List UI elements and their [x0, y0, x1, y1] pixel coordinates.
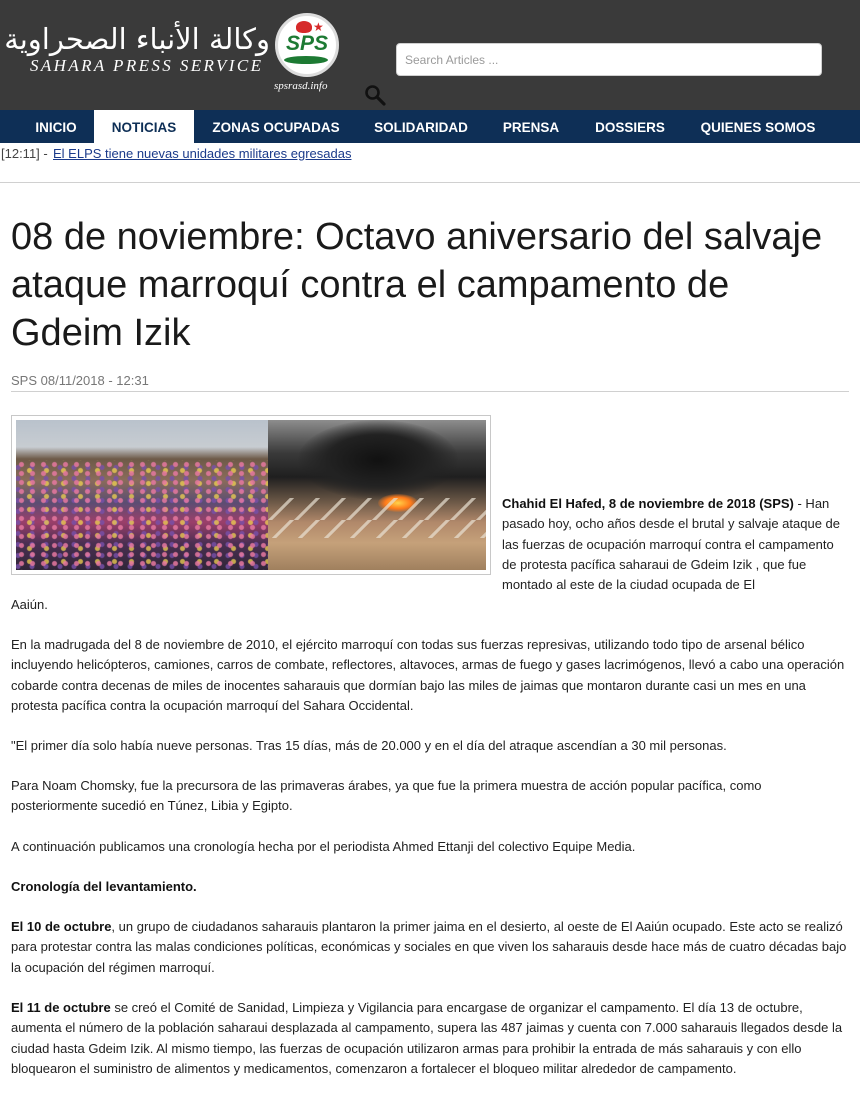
news-ticker	[0, 145, 860, 183]
nav-item-noticias[interactable]: NOTICIAS	[94, 110, 194, 143]
lead-dateline: Chahid El Hafed, 8 de noviembre de 2018 (SPS)	[502, 496, 794, 511]
paragraph-oct-11	[11, 998, 849, 1079]
chronology-heading: Cronología del levantamiento.	[11, 879, 197, 894]
smoke-shape	[298, 420, 458, 500]
logo-arabic-text[interactable]: وكالة الأنباء الصحراوية	[4, 22, 270, 56]
sps-logo-icon[interactable]	[275, 13, 339, 77]
oct-11-text: se creó el Comité de Sanidad, Limpieza y Vigilancia para encargase de organizar el campamento. El día 13 de octubre, aumenta el número de la población saharaui desplazada al campamento, supera las 487 jaimas y cuenta con 7.000 saharauis llegados desde la ciudad hasta Gdeim Izik. Al mismo tiempo, las fuerzas de ocupación utilizaron armas para prohibir la entrada de más saharauis y con ello bloquearon el suministro de alimentos y medicamentos, comenzaron a fortalecer el bloqueo militar alrededor de campamento.	[11, 1000, 843, 1076]
nav-item-quienes-somos[interactable]: QUIENES SOMOS	[700, 120, 816, 135]
logo-url: spsrasd.info	[274, 80, 328, 92]
logo-english-text[interactable]: SAHARA PRESS SERVICE	[30, 56, 264, 75]
paragraph-1: En la madrugada del 8 de noviembre de 2010, el ejército marroquí con todas sus fuerzas represivas, utilizando todo tipo de arsenal bélico incluyendo helicópteros, camiones, carros de combate, reflectores, altavoces, armas de fuego y gases lacrimógenos, llevó a cabo una operación cobarde contra decenas de miles de inocentes saharauis que dormían bajo las miles de jaimas que montaron durante casi un mes en una protesta pacífica contra la ocupación marroquí del Sahara Occidental.	[11, 637, 845, 713]
main-nav	[0, 110, 860, 143]
ticker-time: [12:11] -	[1, 146, 48, 161]
lead-text: - Han pasado hoy, ocho años desde el brutal y salvaje ataque de las fuerzas de ocupación marroquí contra el campamento de protesta pacífica saharaui de Gdeim Izik , que fue montado al este de la ciudad ocupada de El	[502, 496, 840, 593]
crowd-texture	[16, 460, 268, 570]
byline-divider	[11, 391, 849, 392]
article-byline: SPS 08/11/2018 - 12:31	[11, 373, 149, 388]
photo-crowd	[16, 420, 268, 570]
site-header	[0, 0, 860, 110]
search-input[interactable]	[396, 43, 822, 76]
nav-item-inicio[interactable]: INICIO	[35, 120, 77, 135]
paragraph-3: Para Noam Chomsky, fue la precursora de las primaveras árabes, ya que fue la primera muestra de acción popular pacífica, como posteriormente sucedió en Túnez, Libia y Egipto.	[11, 778, 762, 814]
article-title: 08 de noviembre: Octavo aniversario del salvaje ataque marroquí contra el campamento de Gdeim Izik	[11, 216, 823, 354]
logo-leaf-shape	[284, 56, 328, 64]
logo-badge-text: SPS	[285, 32, 329, 55]
oct-10-text: , un grupo de ciudadanos saharauis plantaron la primer jaima en el desierto, al oeste de El Aaiún ocupado. Este acto se realizó para protestar contra las malas condiciones políticas, económicas y sociales en que viven los saharauis desde hace más de cuatro décadas bajo la ocupación del régimen marroquí.	[11, 919, 847, 975]
nav-item-zonas-ocupadas[interactable]: ZONAS OCUPADAS	[212, 120, 340, 135]
paragraph-oct-10	[11, 917, 849, 978]
tents-texture	[268, 498, 486, 538]
article-photo[interactable]	[11, 415, 491, 575]
paragraph-2: "El primer día solo había nueve personas. Tras 15 días, más de 20.000 y en el día del atraque ascendían a 30 mil personas.	[11, 738, 727, 753]
paragraph-heading	[11, 877, 849, 897]
logo-star-icon: ★	[313, 20, 324, 34]
photo-burning-camp	[268, 420, 486, 570]
date-oct-10: El 10 de octubre	[11, 919, 112, 934]
search-icon[interactable]	[364, 84, 386, 106]
ticker-headline-link[interactable]: El ELPS tiene nuevas unidades militares egresadas	[53, 146, 352, 161]
date-oct-11: El 11 de octubre	[11, 1000, 111, 1015]
paragraph-4: A continuación publicamos una cronología hecha por el periodista Ahmed Ettanji del colectivo Equipe Media.	[11, 839, 636, 854]
nav-item-prensa[interactable]: PRENSA	[502, 120, 560, 135]
lead-continuation: Aaiún.	[11, 597, 48, 612]
nav-item-solidaridad[interactable]: SOLIDARIDAD	[374, 120, 468, 135]
article-lead	[502, 494, 848, 595]
nav-item-dossiers[interactable]: DOSSIERS	[595, 120, 665, 135]
